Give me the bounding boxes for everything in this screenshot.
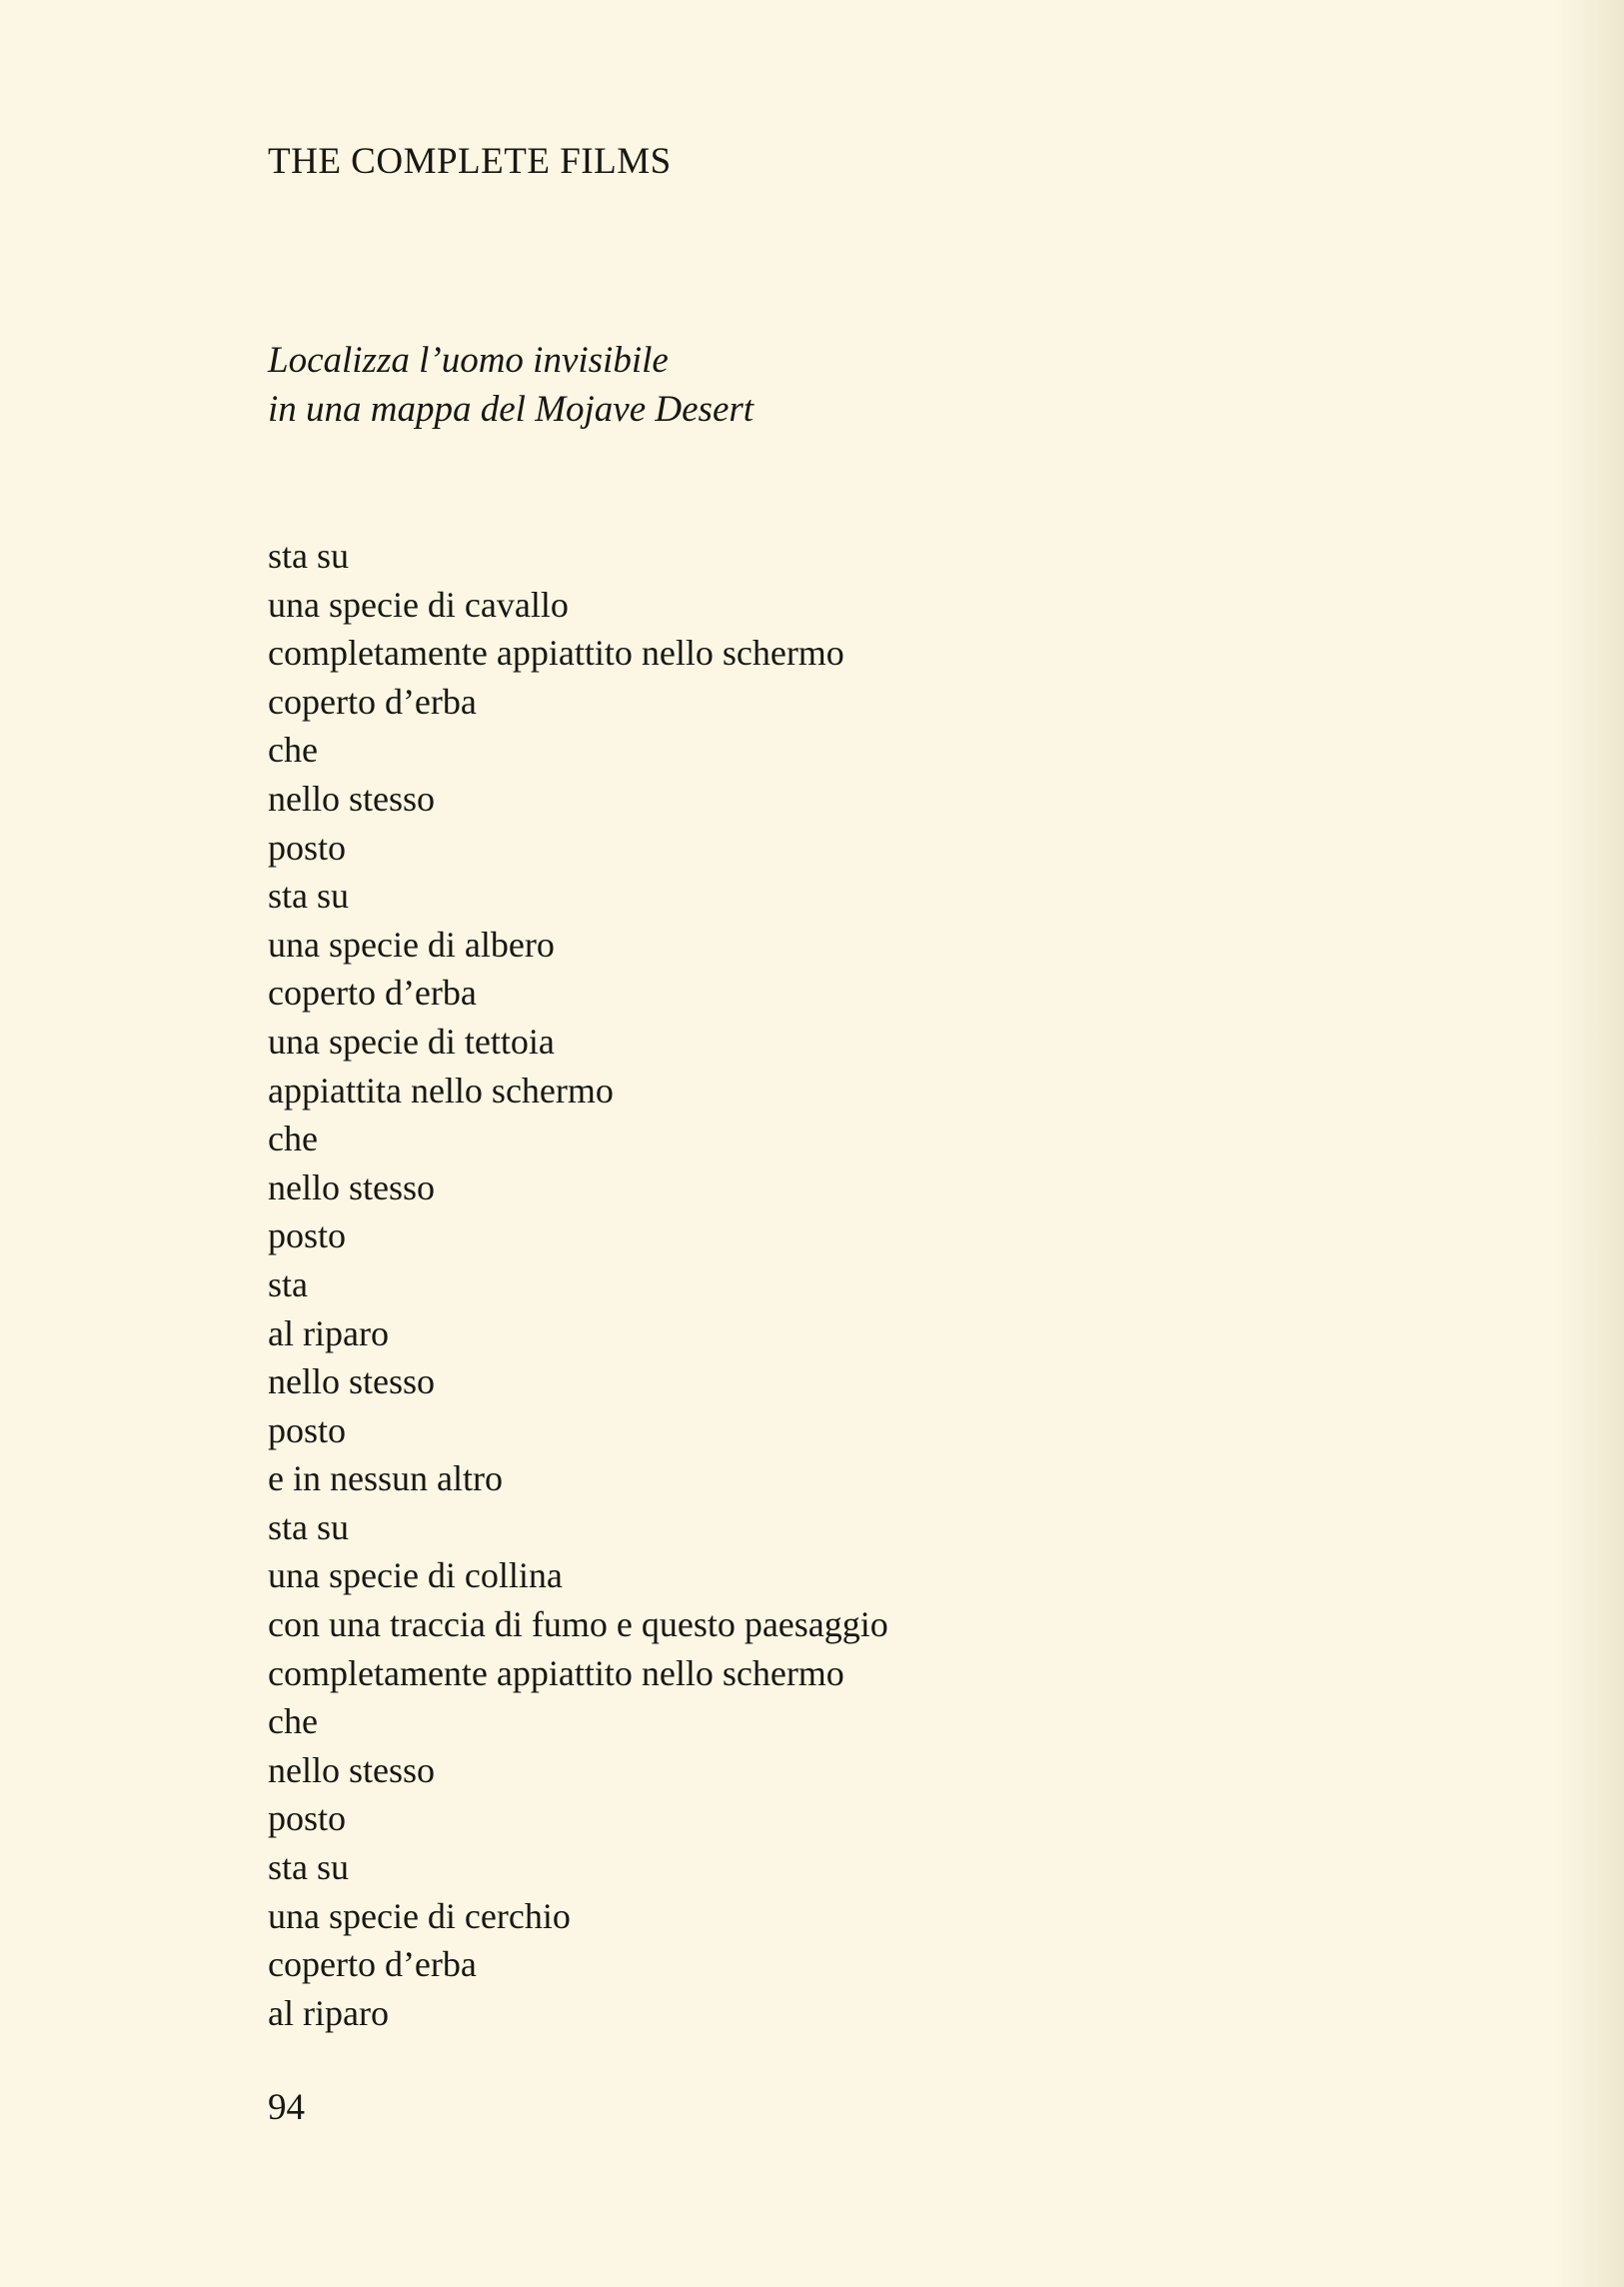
poem-line: che [268,1119,318,1159]
poem-line: nello stesso [268,1361,435,1402]
poem-title-line: in una mappa del Mojave Desert [268,389,755,430]
poem-line: sta [268,1263,308,1304]
poem-line: nello stesso [268,778,435,819]
poem-line: sta su [268,1847,349,1888]
poem-line: sta su [268,1506,349,1547]
poem-line: nello stesso [268,1166,435,1207]
poem-line: coperto d’erba [268,681,477,722]
poem-line: al riparo [268,1992,389,2033]
poem-line: una specie di tettoia [268,1021,555,1062]
poem-line: posto [268,1409,347,1450]
poem-line: e in nessun altro [268,1458,503,1499]
poem-line: posto [268,1215,347,1256]
poem-body [268,532,888,2037]
poem-line: posto [268,1798,347,1839]
page-edge-shadow [1554,0,1624,2287]
poem-title-line: Localizza l’uomo invisibile [268,340,669,381]
poem-line: una specie di albero [268,924,555,965]
poem-line: coperto d’erba [268,973,477,1014]
poem-line: con una traccia di fumo e questo paesaggio [268,1604,888,1645]
poem-line: coperto d’erba [268,1944,477,1985]
poem-line: posto [268,827,347,868]
poem-line: appiattita nello schermo [268,1070,614,1111]
poem-line: completamente appiattito nello schermo [268,633,844,674]
poem-title [268,336,754,434]
running-head: THE COMPLETE FILMS [268,141,672,182]
page-number: 94 [268,2087,305,2128]
poem-line: completamente appiattito nello schermo [268,1652,844,1693]
poem-line: al riparo [268,1312,389,1353]
poem-line: una specie di cerchio [268,1895,571,1936]
poem-line: una specie di cavallo [268,584,569,625]
poem-line: una specie di collina [268,1555,563,1596]
poem-line: sta su [268,536,349,576]
poem-line: nello stesso [268,1749,435,1790]
poem-line: sta su [268,876,349,917]
poem-line: che [268,1701,318,1742]
poem-line: che [268,730,318,771]
